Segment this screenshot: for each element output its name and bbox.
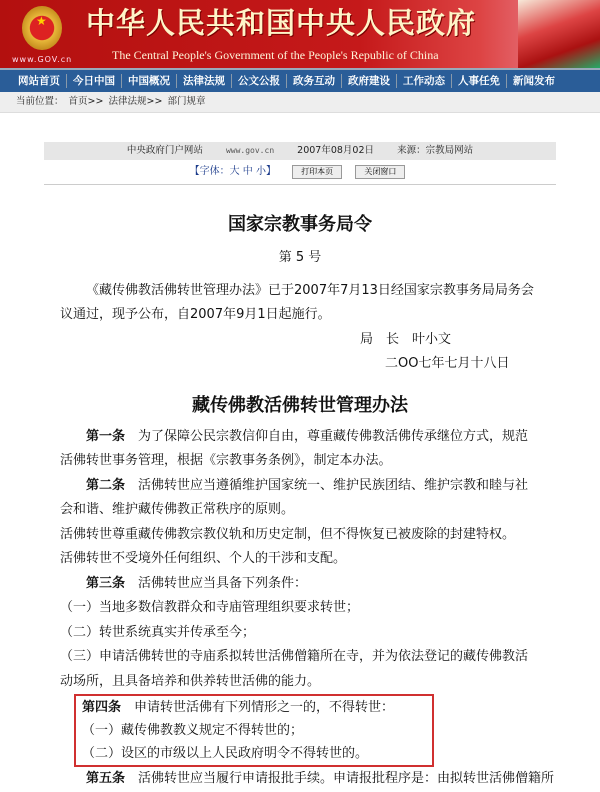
nav-documents[interactable]: 公文公报 <box>232 74 287 88</box>
decree-date: 二OO七年七月十八日 <box>385 356 510 371</box>
article-3-text: 活佛转世应当具备下列条件： <box>138 575 308 591</box>
article-4-text: 申请转世活佛有下列情形之一的，不得转世： <box>134 700 395 715</box>
close-window-button[interactable]: 关闭窗口 <box>355 165 405 179</box>
article-1-label: 第一条 <box>86 428 126 444</box>
article-4-item-1: （一）藏传佛教教义规定不得转世的； <box>82 723 304 738</box>
article-5-text: 活佛转世应当履行申请报批手续。申请报批程序是：由拟转世活佛僧籍所 <box>138 771 555 786</box>
article-1 <box>60 425 540 474</box>
site-title: 中华人民共和国中央人民政府 <box>86 6 477 40</box>
decree-title: 国家宗教事务局令 <box>228 214 372 235</box>
nav-today-china[interactable]: 今日中国 <box>67 74 122 88</box>
print-button[interactable]: 打印本页 <box>292 165 342 179</box>
article-2 <box>60 474 540 523</box>
meta-site: 中央政府门户网站 <box>126 145 203 156</box>
nav-home[interactable]: 网站首页 <box>12 74 67 88</box>
article-4 <box>82 696 426 719</box>
article-2-para-3: 活佛转世不受境外任何组织、个人的干涉和支配。 <box>60 551 347 566</box>
article-2-para-2: 活佛转世尊重藏传佛教宗教仪轨和历史定制，但不得恢复已被废除的封建特权。 <box>60 526 516 542</box>
article-3-label: 第三条 <box>86 575 126 591</box>
breadcrumb <box>0 92 600 113</box>
meta-source: 来源：宗教局网站 <box>397 145 474 156</box>
nav-china-overview[interactable]: 中国概况 <box>122 74 177 88</box>
font-size-selector[interactable]: 【字体：大 中 小】 <box>189 166 276 177</box>
article-meta <box>44 142 556 160</box>
nav-interaction[interactable]: 政务互动 <box>287 74 342 88</box>
article-2-label: 第二条 <box>86 477 126 493</box>
nav-work-news[interactable]: 工作动态 <box>397 74 452 88</box>
article-2-text: 活佛转世应当遵循维护国家统一、维护民族团结、维护宗教和睦与社会和谐、维护藏传佛教正常秩序的原则。 <box>60 477 529 517</box>
article-3 <box>60 572 540 597</box>
highlight-box <box>74 694 434 767</box>
article-3-item-2: （二）转世系统真实并传承至今； <box>60 624 256 640</box>
article-1-text: 为了保障公民宗教信仰自由，尊重藏传佛教活佛传承继位方式，规范活佛转世事务管理，根据《宗教事务条例》，制定本办法。 <box>60 428 529 468</box>
article-3-item-1: （一）当地多数信教群众和寺庙管理组织要求转世； <box>60 600 360 615</box>
article-5-label: 第五条 <box>86 771 126 786</box>
nav-laws[interactable]: 法律法规 <box>177 74 232 88</box>
site-domain: www.GOV.cn <box>12 55 73 64</box>
article-body <box>60 212 555 792</box>
meta-url: www.gov.cn <box>225 146 275 155</box>
national-emblem-icon: ★ <box>22 6 62 50</box>
law-title: 藏传佛教活佛转世管理办法 <box>192 394 408 416</box>
decree-number: 第 5 号 <box>278 250 322 265</box>
breadcrumb-rules[interactable]: 部门规章 <box>167 96 206 107</box>
main-nav <box>0 68 600 92</box>
site-header <box>0 0 600 68</box>
nav-press[interactable]: 新闻发布 <box>513 75 555 87</box>
decree-signer: 局 长 叶小文 <box>360 331 452 347</box>
article-3-item-3: （三）申请活佛转世的寺庙系拟转世活佛僧籍所在寺，并为依法登记的藏传佛教活动场所，且具备培养和供养转世活佛的能力。 <box>60 649 529 689</box>
tiananmen-image <box>518 0 600 68</box>
breadcrumb-laws[interactable]: 法律法规>> <box>108 96 163 107</box>
breadcrumb-home[interactable]: 首页>> <box>68 96 104 107</box>
nav-personnel[interactable]: 人事任免 <box>452 74 507 88</box>
article-toolbar <box>44 142 556 185</box>
nav-gov-building[interactable]: 政府建设 <box>342 74 397 88</box>
article-4-item-2: （二）设区的市级以上人民政府明令不得转世的。 <box>82 746 369 761</box>
breadcrumb-label: 当前位置： <box>16 96 64 107</box>
decree-intro: 《藏传佛教活佛转世管理办法》已于2007年7月13日经国家宗教事务局局务会议通过，现予公布，自2007年9月1日起施行。 <box>60 282 534 322</box>
meta-date: 2007年08月02日 <box>297 145 375 156</box>
site-subtitle: The Central People's Government of the People's Republic of China <box>112 48 439 62</box>
article-4-label: 第四条 <box>82 700 122 715</box>
tools-row <box>44 164 556 185</box>
article-5 <box>60 767 555 792</box>
